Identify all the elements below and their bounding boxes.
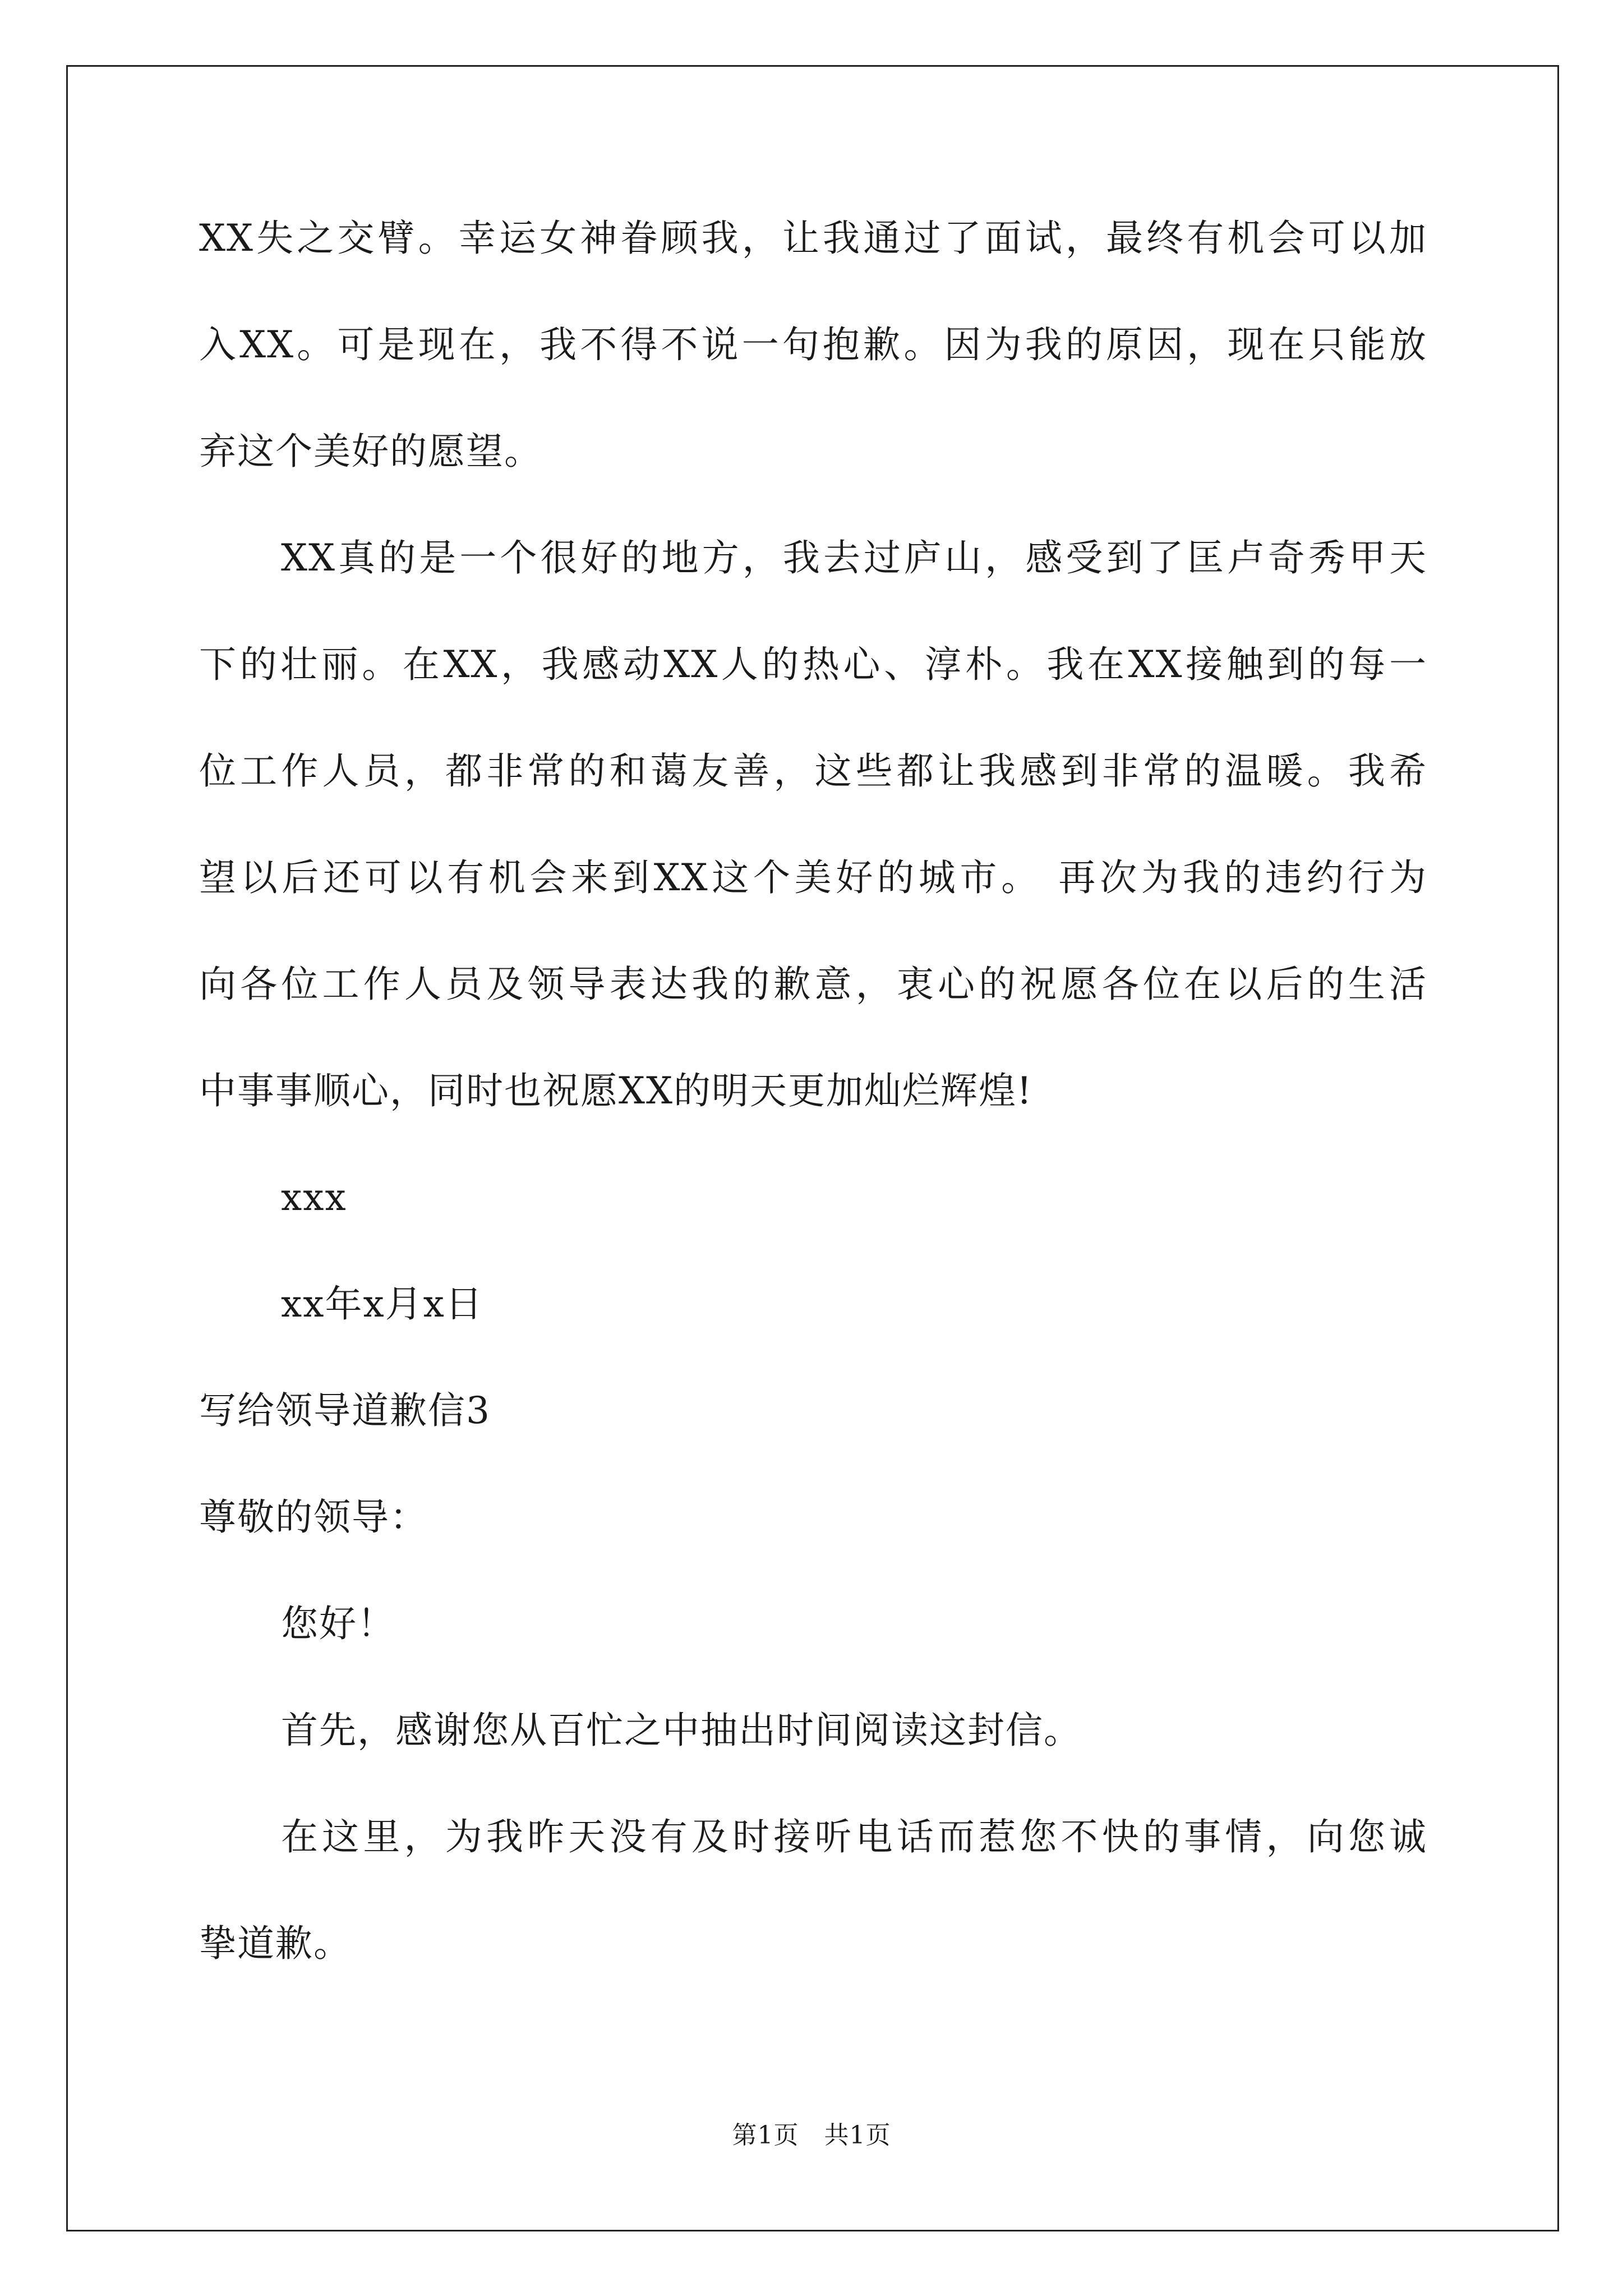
paragraph-start-line: 首先，感谢您从百忙之中抽出时间阅读这封信。 [281,1709,1082,1752]
body-line: 入XX。可是现在，我不得不说一句抱歉。因为我的原因，现在只能放 [199,323,1427,366]
greeting: 您好！ [281,1602,395,1645]
body-line: 下的壮丽。在XX，我感动XX人的热心、淳朴。我在XX接触到的每一 [199,643,1427,686]
body-line: 中事事顺心，同时也祝愿XX的明天更加灿烂辉煌! [199,1069,1033,1112]
salutation: 尊敬的领导： [199,1496,428,1539]
body-line: 弃这个美好的愿望。 [199,430,542,473]
letter-heading: 写给领导道歉信3 [199,1389,491,1432]
body-line: 位工作人员，都非常的和蔼友善，这些都让我感到非常的温暖。我希 [199,749,1427,793]
document-body [199,217,1427,2032]
page-number: 第1页 共1页 [732,2121,891,2150]
signature-name: xxx [281,1176,347,1219]
body-line: XX失之交臂。幸运女神眷顾我，让我通过了面试，最终有机会可以加 [199,217,1427,260]
body-line: 望以后还可以有机会来到XX这个美好的城市。 再次为我的违约行为 [199,856,1427,899]
paragraph-start-line: 在这里，为我昨天没有及时接听电话而惹您不快的事情，向您诚 [281,1815,1427,1858]
signature-date: xx年x月x日 [281,1282,483,1326]
body-line: 挚道歉。 [199,1922,352,1965]
body-line: 向各位工作人员及领导表达我的歉意，衷心的祝愿各位在以后的生活 [199,963,1427,1006]
paragraph-start-line: XX真的是一个很好的地方，我去过庐山，感受到了匡卢奇秀甲天 [281,536,1427,579]
